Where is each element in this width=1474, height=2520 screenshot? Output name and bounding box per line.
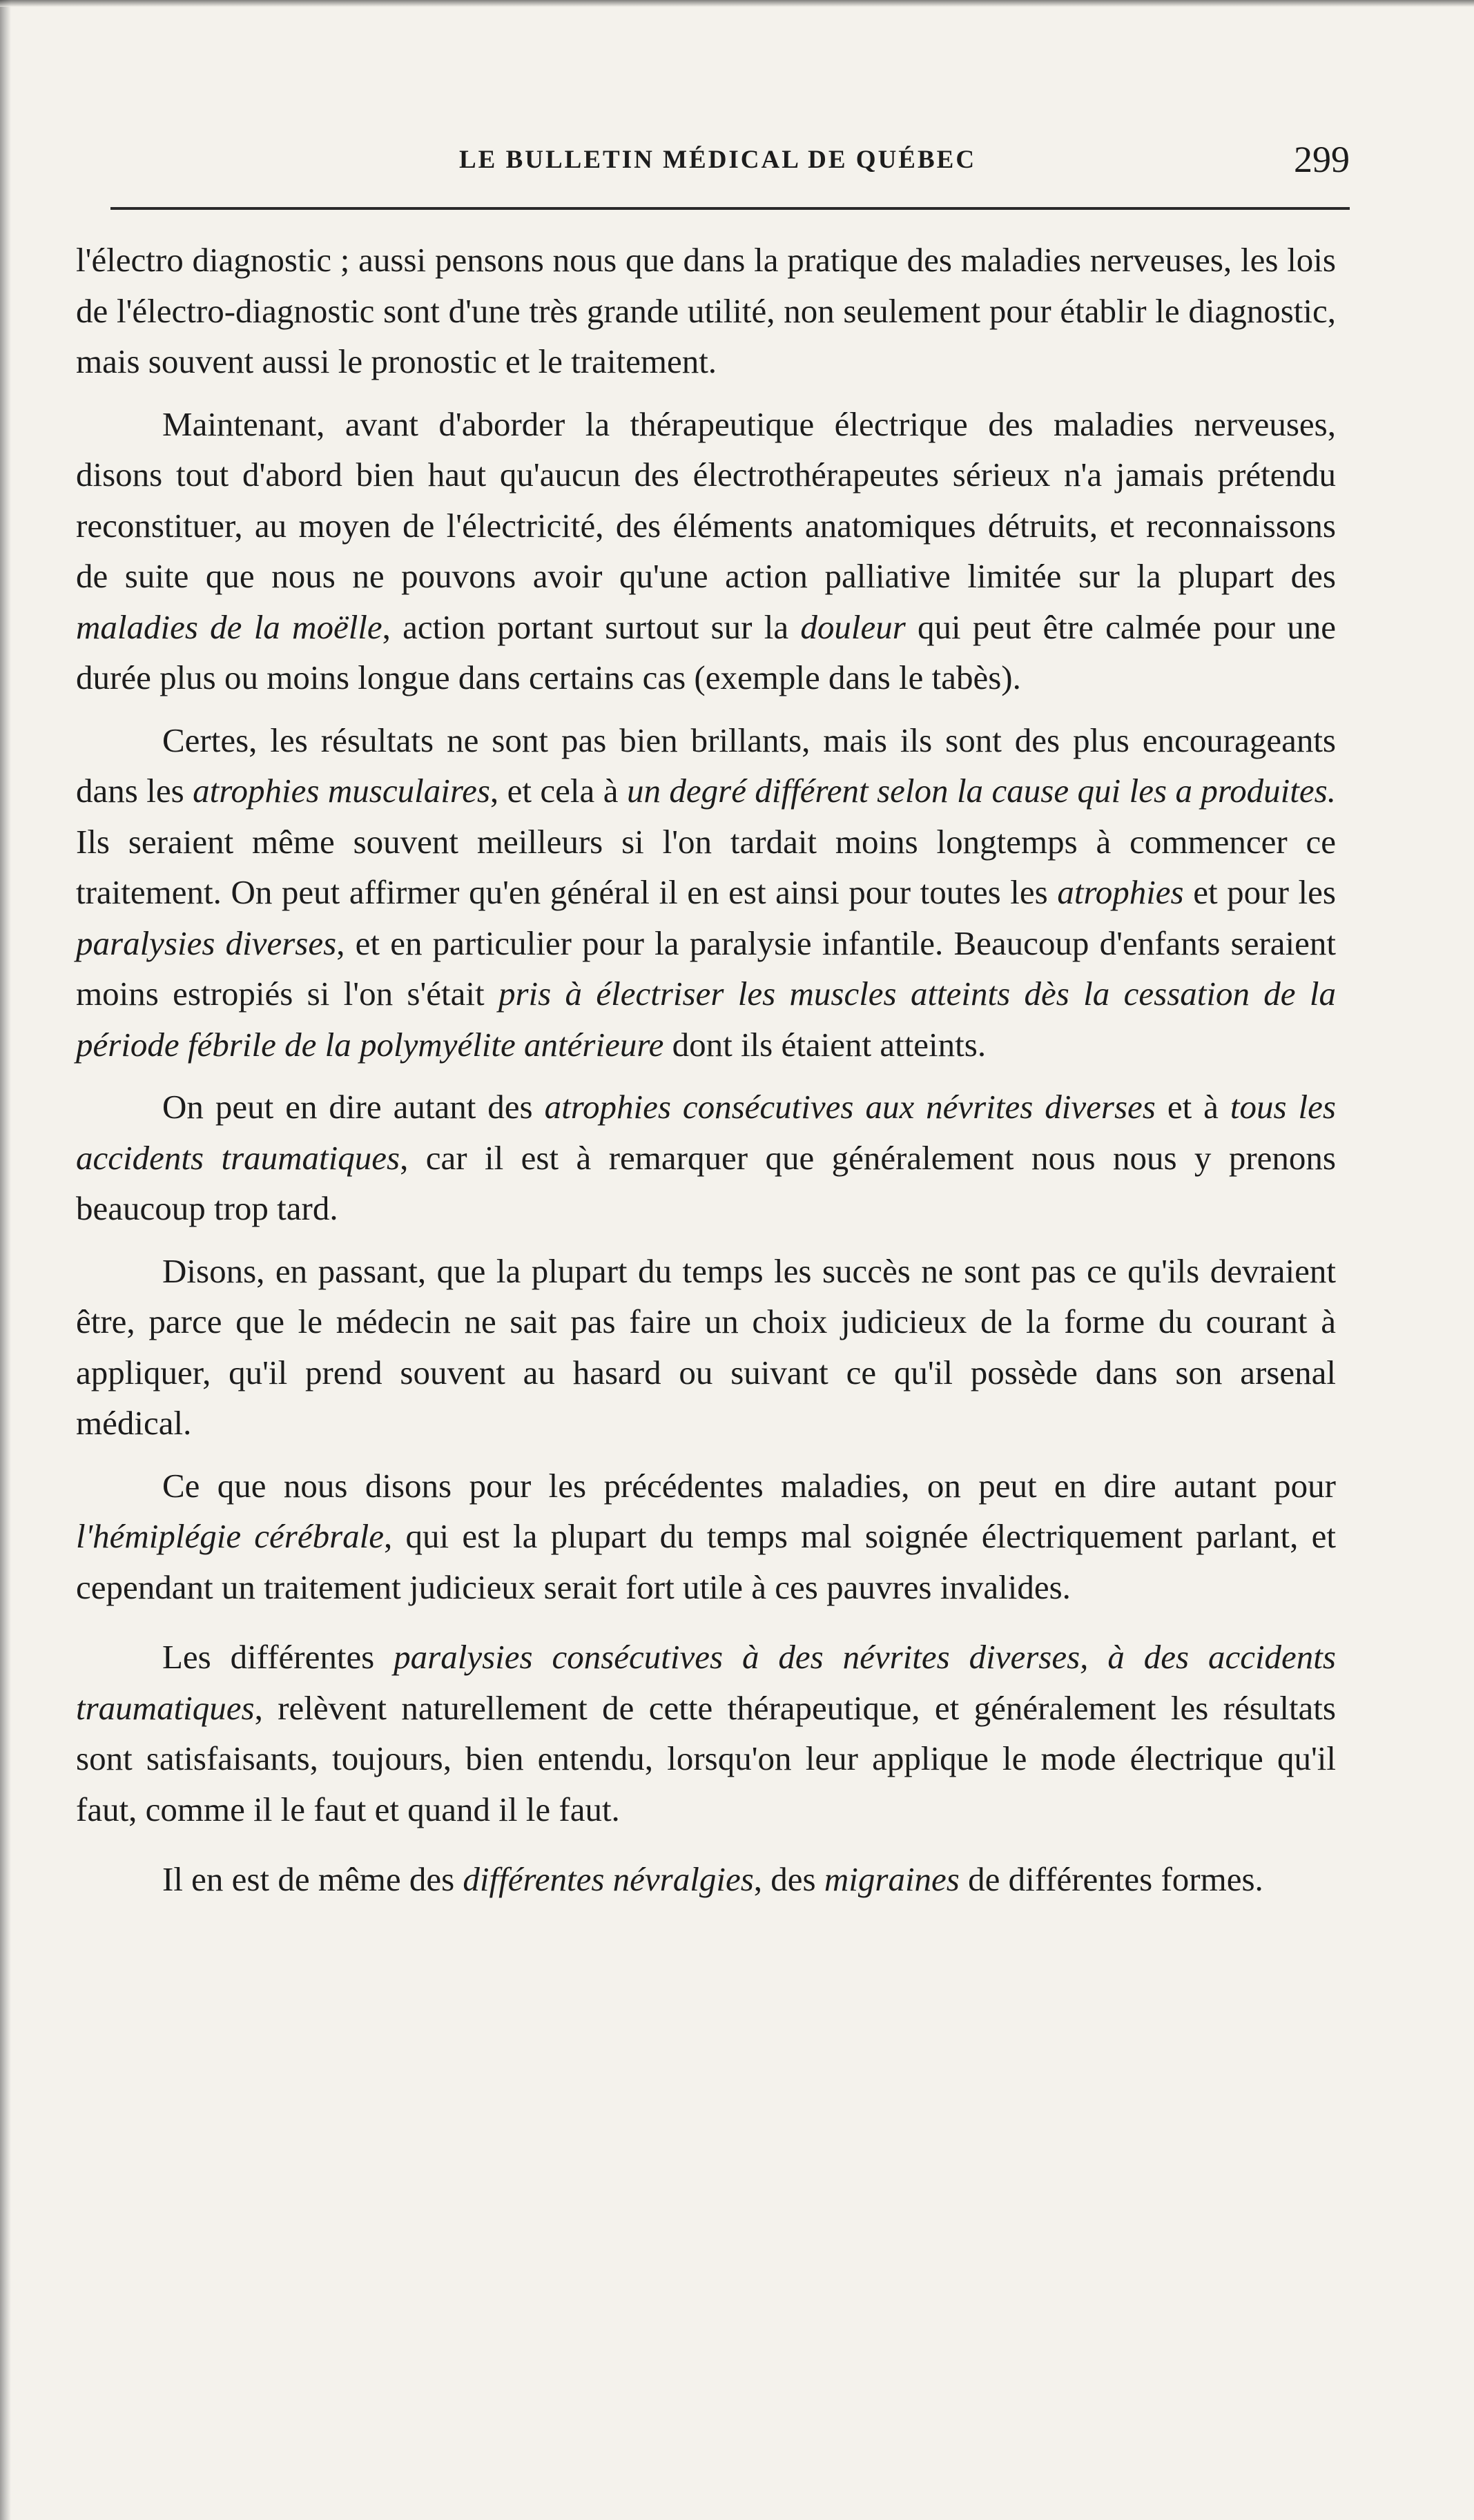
body-text: [76, 235, 1336, 1917]
text-run: et à: [1155, 1088, 1230, 1126]
text-run: dont ils étaient atteints.: [663, 1025, 987, 1064]
italic-phrase: migraines: [824, 1860, 960, 1898]
header-rule: [110, 207, 1350, 210]
paragraph: [76, 1461, 1336, 1613]
italic-phrase: différentes névralgies: [463, 1860, 754, 1898]
text-run: et pour les: [1183, 873, 1336, 911]
italic-phrase: douleur: [800, 607, 906, 646]
text-run: , des: [753, 1860, 824, 1898]
paragraph: [76, 1246, 1336, 1449]
scan-edge-left: [0, 0, 11, 2520]
italic-phrase: maladies de la moëlle: [76, 607, 382, 646]
text-run: , car il est à remarquer que généralement nous nous y prenons beaucoup trop tard.: [76, 1138, 1336, 1227]
text-run: On peut en dire autant des: [162, 1088, 545, 1126]
page-number: 299: [1294, 139, 1350, 180]
paragraph: [76, 399, 1336, 703]
paragraph: [76, 1632, 1336, 1835]
paragraph: [76, 715, 1336, 1071]
italic-phrase: paralysies diverses: [76, 924, 337, 962]
text-run: Certes, les résultats ne sont pas bien brillants, mais ils sont des plus encourageants dans les: [76, 721, 1336, 810]
paragraph: [76, 1082, 1336, 1234]
text-run: Ils seraient même souvent meilleurs si l'on tardait moins longtemps à commencer ce traitement. On peut affirmer qu'en général il en est ainsi pour toutes les: [76, 822, 1336, 911]
text-run: Les différentes: [162, 1638, 394, 1676]
text-run: Il en est de même des: [162, 1860, 463, 1898]
italic-phrase: atrophies: [1057, 873, 1184, 911]
text-run: de différentes formes.: [959, 1860, 1263, 1898]
text-run: , relèvent naturellement de cette thérapeutique, et généralement les résultats sont satisfaisants, toujours, bien entendu, lorsqu'on leur applique le mode électrique qu'il faut, comme il le faut et quand il le faut.: [76, 1688, 1336, 1828]
page-header: [110, 138, 1350, 179]
italic-phrase: un degré différent selon la cause qui les a produites.: [626, 772, 1336, 810]
text-run: l'électro diagnostic ; aussi pensons nous que dans la pratique des maladies nerveuses, les lois de l'électro-diagnostic sont d'une très grande utilité, non seulement pour établir le diagnostic, mais souvent aussi le pronostic et le traitement.: [76, 241, 1336, 380]
italic-phrase: l'hémiplégie cérébrale: [76, 1517, 385, 1555]
text-run: qui peut être calmée pour une durée plus ou moins longue dans certains cas (exemple dans le tabès).: [76, 607, 1336, 696]
scan-edge-top: [0, 0, 1474, 7]
italic-phrase: tous les accidents traumatiques: [76, 1088, 1336, 1177]
italic-phrase: pris à électriser les muscles atteints dès la cessation de la période fébrile de la polymyélite antérieure: [76, 975, 1336, 1064]
text-run: , qui est la plupart du temps mal soignée électriquement parlant, et cependant un traitement judicieux serait fort utile à ces pauvres invalides.: [76, 1517, 1337, 1606]
text-run: Maintenant, avant d'aborder la thérapeutique électrique des maladies nerveuses, disons tout d'abord bien haut qu'aucun des électrothérapeutes sérieux n'a jamais prétendu reconstituer, au moyen de l'électricité, des éléments anatomiques détruits, et reconnaissons de suite que nous ne pouvons avoir qu'une action palliative limitée sur la plupart des: [76, 404, 1336, 595]
text-run: , action portant surtout sur la: [382, 607, 801, 646]
italic-phrase: atrophies consécutives aux névrites diverses: [544, 1088, 1156, 1126]
italic-phrase: paralysies consécutives à des névrites diverses, à des accidents traumatiques: [76, 1638, 1336, 1727]
text-run: , et en particulier pour la paralysie infantile. Beaucoup d'enfants seraient moins estropiés si l'on s'était: [76, 924, 1337, 1013]
running-title: LE BULLETIN MÉDICAL DE QUÉBEC: [459, 146, 977, 174]
paragraph: [76, 1854, 1336, 1905]
text-run: , et cela à: [489, 772, 627, 810]
text-run: Disons, en passant, que la plupart du temps les succès ne sont pas ce qu'ils devraient être, parce que le médecin ne sait pas faire un choix judicieux de la forme du courant à appliquer, qu'il prend souvent au hasard ou suivant ce qu'il possède dans son arsenal médical.: [76, 1251, 1336, 1442]
italic-phrase: atrophies musculaires: [193, 772, 490, 810]
text-run: Ce que nous disons pour les précédentes maladies, on peut en dire autant pour: [162, 1466, 1336, 1505]
paragraph: [76, 235, 1336, 387]
